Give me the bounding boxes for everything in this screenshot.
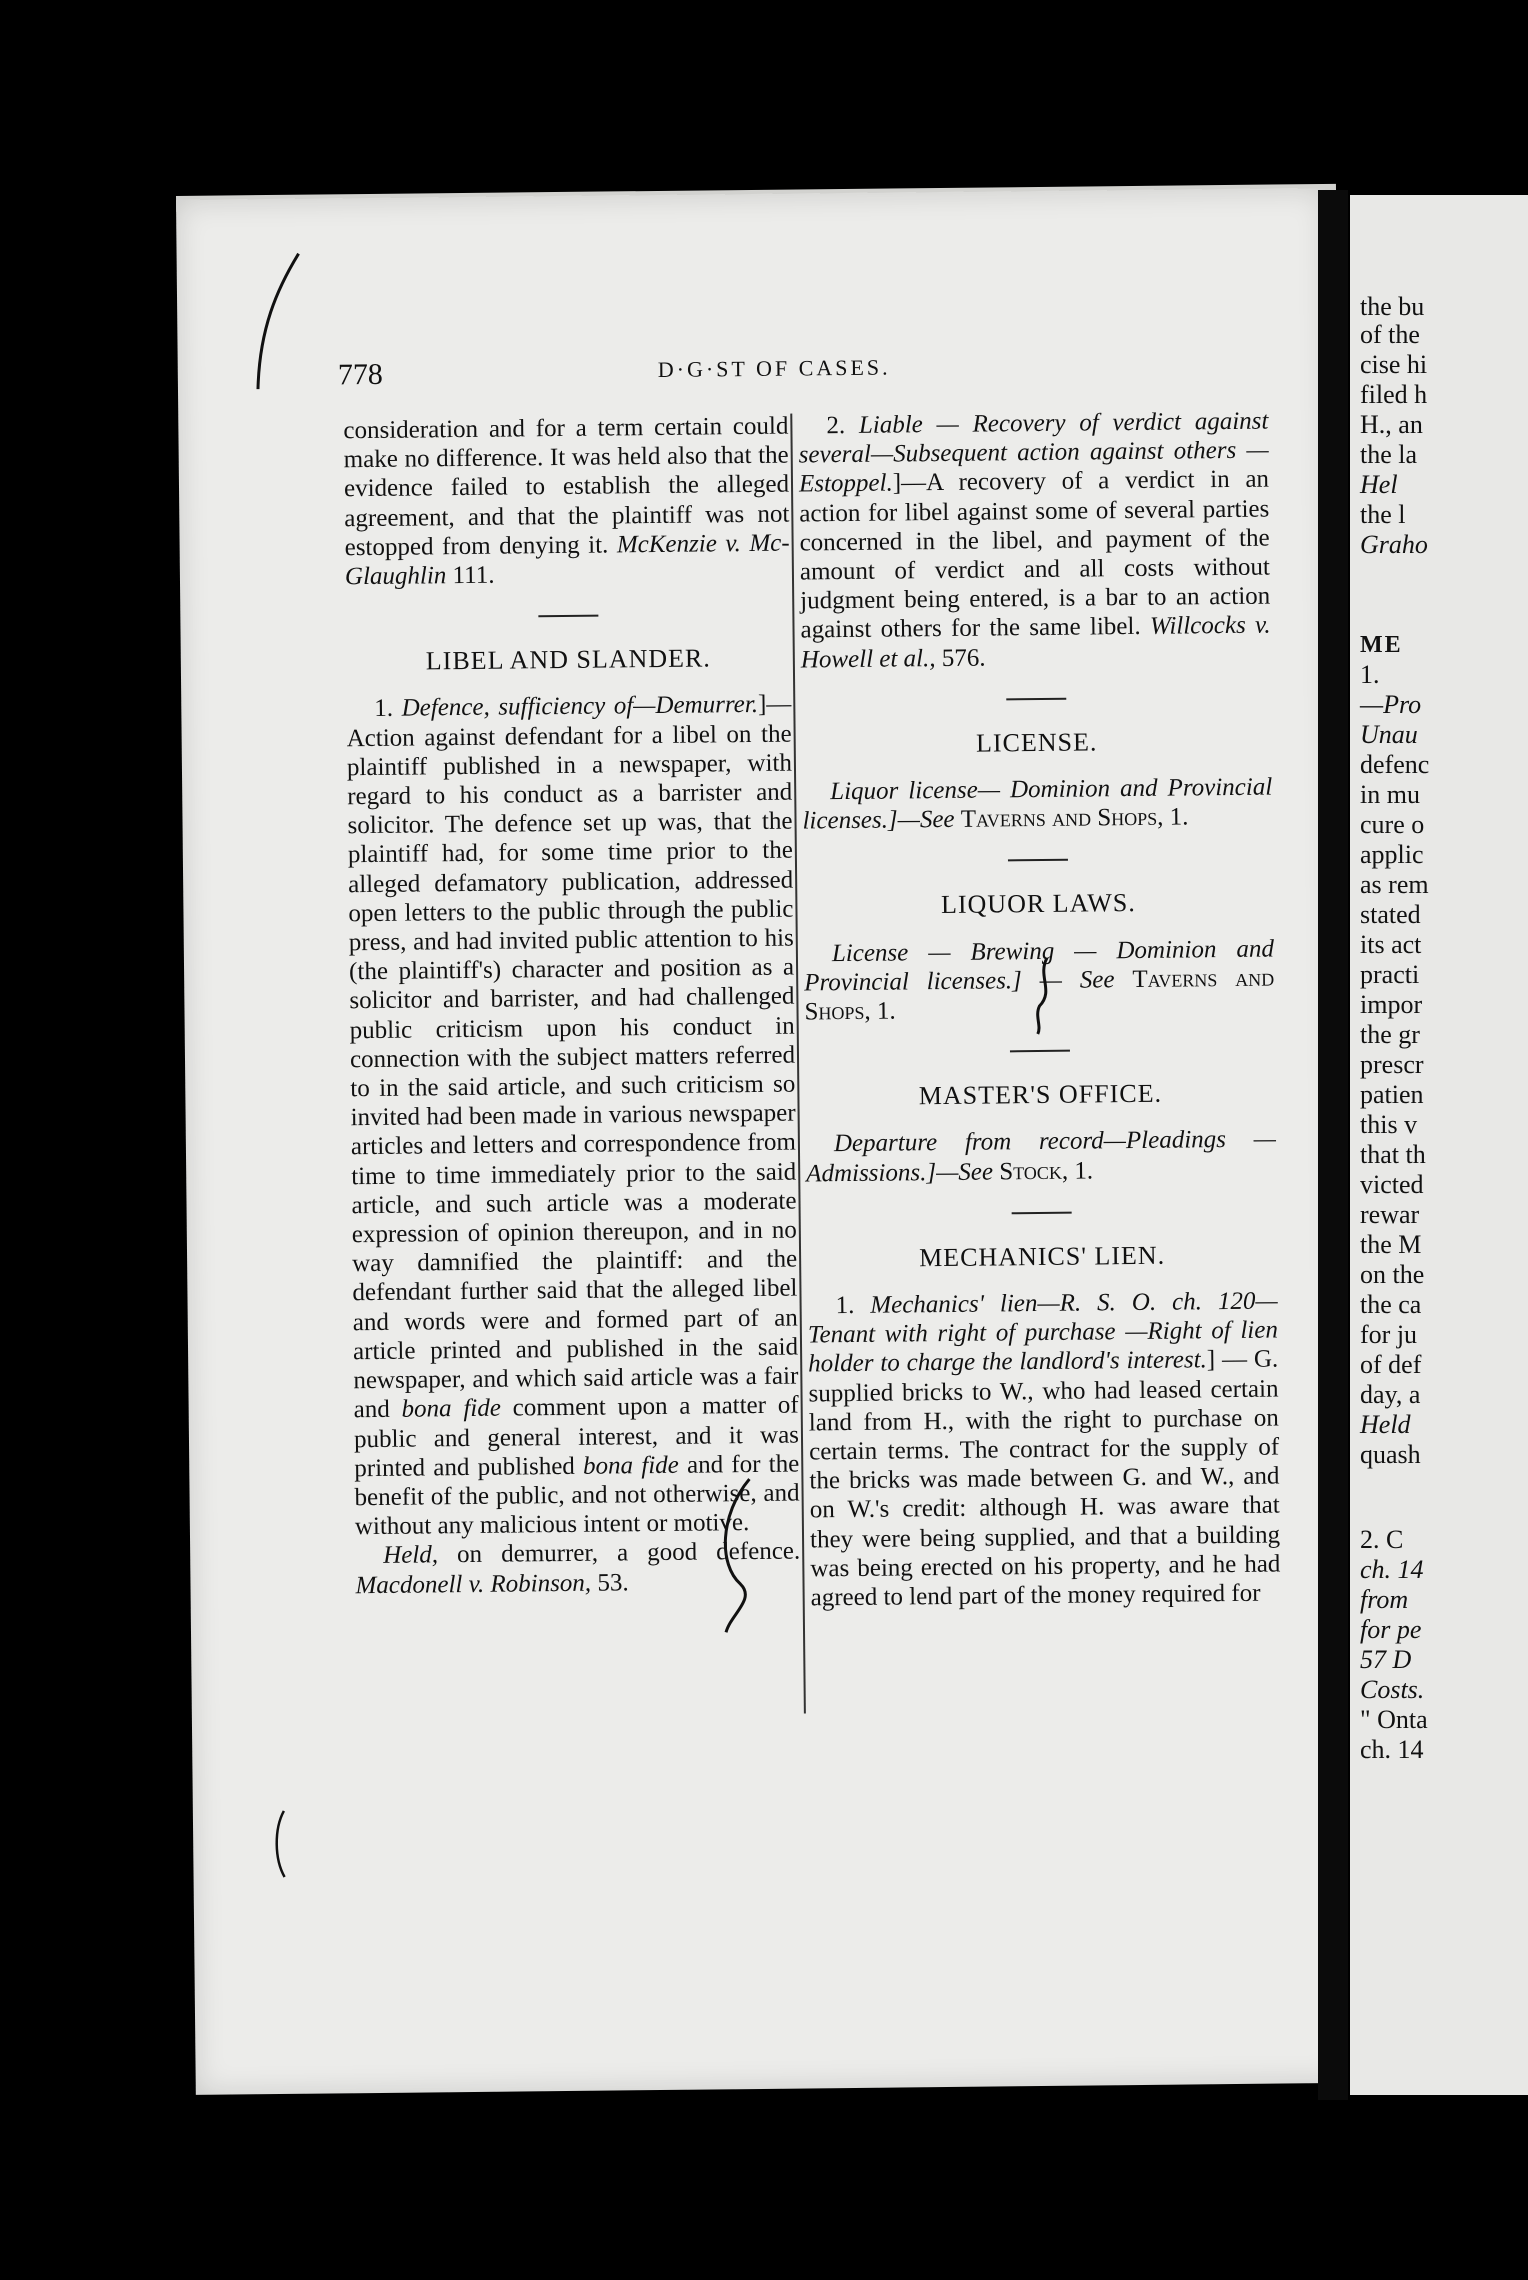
next-page-line: of def [1360,1350,1422,1379]
next-page-line: 2. C [1360,1525,1404,1554]
left-column [343,412,800,1600]
next-page-line: Costs. [1360,1675,1425,1704]
case-name: Macdonell v. Robinson, [355,1569,592,1599]
section-heading-libel: LIBEL AND SLANDER. [425,643,711,676]
next-page-line: in mu [1360,780,1420,809]
section-divider [1012,1212,1072,1215]
next-page-line: applic [1360,840,1424,869]
section-divider [1008,859,1068,862]
next-page-line: the bu [1360,292,1425,321]
next-page-fragment [1350,195,1528,2095]
pen-mark-bracket [269,1809,290,1879]
next-page-line: its act [1360,930,1422,959]
page-number: 778 [337,357,384,392]
book-page [176,188,1346,2095]
case-name: Willcocks v. Howell et al., [800,611,1271,674]
section-divider [538,615,598,618]
next-page-line: on the [1360,1260,1425,1289]
next-page-line: prescr [1360,1050,1424,1079]
next-page-line: the M [1360,1230,1422,1259]
pen-mark-top [247,249,309,400]
next-page-line: the la [1360,440,1418,469]
held-paragraph: Held, on demurrer, a good defence. Macdonell v. Robinson, 53. [355,1537,801,1599]
next-page-line: stated [1360,900,1421,929]
next-page-line: Held [1360,1410,1411,1439]
next-page-line: 1. [1360,660,1380,689]
next-page-line: this v [1360,1110,1418,1139]
next-page-line: practi [1360,960,1420,989]
next-page-line: H., an [1360,410,1423,439]
intro-paragraph: consideration and for a term certain could make no difference. It was held also that the evidence failed to establish the alleged agreement, and that the plaintiff was not estopped from denying it. McKenzie v. Mc-Glaughlin 111. [343,412,790,591]
next-page-line: rewar [1360,1200,1420,1229]
next-page-line: 57 D [1360,1645,1412,1674]
next-page-line: Unau [1360,720,1418,749]
next-page-line: quash [1360,1440,1421,1469]
next-page-line: for pe [1360,1615,1422,1644]
next-page-line: the gr [1360,1020,1420,1049]
section-divider [1006,698,1066,701]
next-page-line: as rem [1360,870,1429,899]
next-page-line: victed [1360,1170,1424,1199]
case-name: McKenzie v. Mc-Glaughlin [344,529,790,591]
right-column [798,407,1281,1613]
next-page-line: the l [1360,500,1406,529]
next-page-line: that th [1360,1140,1426,1169]
next-page-line: for ju [1360,1320,1418,1349]
liquor-paragraph: License — Brewing — Dominion and Provincial licenses.] — See Taverns and Shops, 1. [804,935,1275,1026]
next-page-line: defenc [1360,750,1430,779]
section-divider [1010,1050,1070,1053]
next-page-line: the ca [1360,1290,1422,1319]
next-page-line: of the [1360,320,1420,349]
next-page-line: impor [1360,990,1423,1019]
libel-paragraph-2: 2. Liable — Recovery of verdict against several—Subsequent action against others — Estoppel.]—A recovery of a verdict in an action for libel against some of several parties concerned in the libel, and payment of the amount of verdict and all costs without judgment being entered, is a bar to an action against others for the same libel. Willcocks v. Howell et al., 576. [798,407,1271,674]
next-page-line: ME [1360,632,1403,658]
master-paragraph: Departure from record—Pleadings —Admissions.]—See Stock, 1. [806,1125,1277,1188]
running-head: D·G·ST OF CASES. [657,354,891,382]
next-page-line: Hel [1360,470,1398,499]
next-page-line: ch. 14 [1360,1735,1424,1764]
section-heading-mechanics: MECHANICS' LIEN. [918,1240,1166,1273]
section-heading-liquor: LIQUOR LAWS. [940,888,1136,920]
libel-paragraph-1: 1. Defence, sufficiency of—Demurrer.]—Action against defendant for a libel on the plaintiff published in a newspaper, with regard to his conduct as a barrister and solicitor. The defence set up was, that the plaintiff had, for some time prior to the alleged defamatory publication, addressed open letters to the public through the public press, and had invited public attention to his (the plaintiff's) character and position as a solicitor and barrister, and had challenged public criticism upon his conduct in connection with the subject matters referred to in the said article, and such criticism so invited had been made in various newspaper articles and letters and correspondence from time to time immediately prior to the said article, and such article was a moderate expression of opinion thereupon, and in no way damnified the plaintiff: and the defendant further said that the alleged libel and words were and formed part of an article printed and published in the said newspaper, and which said article was a fair and bona fide comment upon a matter of public and general interest, and it was printed and published bona fide and for the benefit of the public, and not otherwise, and without any malicious intent or motive. [346,691,800,1541]
page-header [338,348,1338,398]
next-page-line: Graho [1360,530,1428,559]
next-page-line: —Pro [1360,690,1422,719]
section-heading-license: LICENSE. [975,727,1098,758]
next-page-line: from [1360,1585,1409,1614]
next-page-line: filed h [1360,380,1428,409]
license-paragraph: Liquor license— Dominion and Provincial licenses.]—See Taverns and Shops, 1. [802,773,1273,835]
mechanics-paragraph-1: 1. Mechanics' lien—R. S. O. ch. 120—Tenant with right of purchase —Right of lien holder to charge the landlord's interest.] — G. supplied bricks to W., who had leased certain land from H., with the right to purchase on certain terms. The contract for the supply of the bricks was made between G. and W., and on W.'s credit: although H. was aware that they were being supplied, and that a building was being erected on his property, and he had agreed to lend part of the money required for [807,1287,1281,1612]
next-page-line: ch. 14 [1360,1555,1424,1584]
next-page-line: cure o [1360,810,1425,839]
next-page-line: " Onta [1360,1705,1428,1734]
book-gutter [1318,190,1348,2100]
next-page-line: patien [1360,1080,1424,1109]
section-heading-master: MASTER'S OFFICE. [918,1078,1163,1111]
next-page-line: day, a [1360,1380,1421,1409]
next-page-line: cise hi [1360,350,1428,379]
